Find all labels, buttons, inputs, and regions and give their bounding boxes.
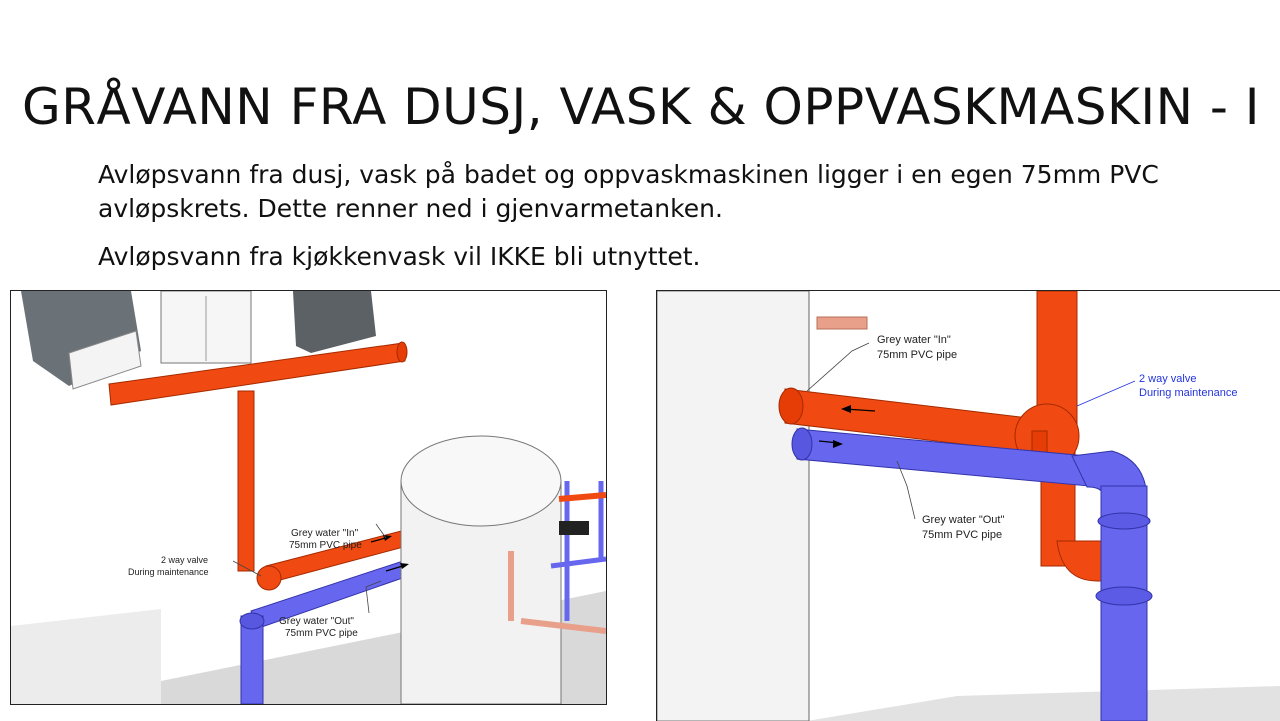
right-grey-out-label: Grey water "Out" (922, 514, 1005, 526)
left-valve-sublabel: During maintenance (128, 567, 209, 577)
paragraph-greywater-circuit: Avløpsvann fra dusj, vask på badet og oppvaskmaskinen ligger i en egen 75mm PVC avløpskrets. Dette renner ned i gjenvarmetanken. (98, 160, 1159, 223)
right-grey-out-sublabel: 75mm PVC pipe (922, 529, 1003, 541)
slide-title: GRÅVANN FRA DUSJ, VASK & OPPVASKMASKIN - I (22, 78, 1261, 136)
paragraph-kitchen-sink: Avløpsvann fra kjøkkenvask vil IKKE bli utnyttet. (98, 242, 701, 271)
floor-edge (11, 609, 161, 704)
right-diagram-image (656, 290, 1280, 721)
top-red-pipe (109, 343, 405, 405)
right-valve-label: 2 way valve (1139, 373, 1197, 385)
red-down-pipe (238, 391, 254, 571)
right-diagram-svg (657, 291, 1280, 721)
left-valve-label: 2 way valve (161, 555, 209, 565)
left-grey-out-label: Grey water "Out" (279, 616, 354, 627)
left-grey-in-label: Grey water "In" (291, 528, 359, 539)
tank-lid (401, 436, 561, 526)
left-diagram-svg (11, 291, 606, 704)
left-grey-in-sublabel: 75mm PVC pipe (289, 540, 362, 551)
right-grey-in-label: Grey water "In" (877, 334, 951, 346)
left-grey-out-sublabel: 75mm PVC pipe (285, 628, 358, 639)
left-diagram-image (10, 290, 607, 705)
right-grey-in-sublabel: 75mm PVC pipe (877, 349, 958, 361)
right-valve-sublabel: During maintenance (1139, 387, 1238, 399)
heat-recovery-tank (657, 291, 809, 721)
valve (257, 566, 281, 590)
dishwasher (293, 291, 376, 353)
